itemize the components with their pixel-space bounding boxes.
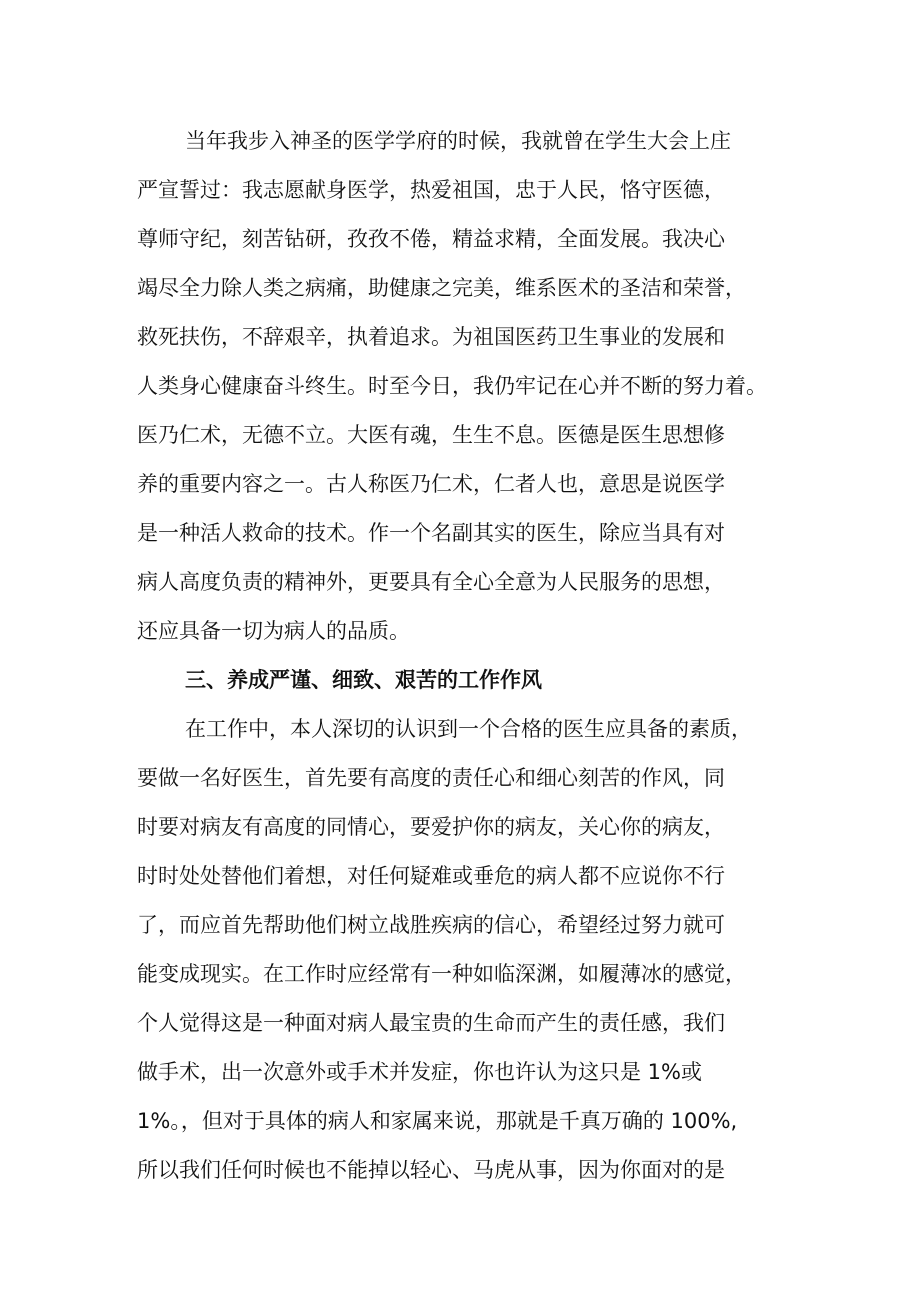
text-line: 还应具备一切为病人的品质。 <box>137 619 410 643</box>
document-body <box>137 117 797 1195</box>
text-line: 是一种活人救命的技术。作一个名副其实的医生，除应当具有对 <box>137 521 725 545</box>
text-line: 尊师守纪，刻苦钻研，孜孜不倦，精益求精，全面发展。我决心 <box>137 227 725 251</box>
text-line: 能变成现实。在工作时应经常有一种如临深渊，如履薄冰的感觉， <box>137 962 746 986</box>
paragraph-2 <box>137 705 797 1195</box>
text-line: 病人高度负责的精神外，更要具有全心全意为人民服务的思想， <box>137 570 725 594</box>
text-line: 当年我步入神圣的医学学府的时候，我就曾在学生大会上庄 <box>185 129 731 153</box>
text-line: 了，而应首先帮助他们树立战胜疾病的信心，希望经过努力就可 <box>137 913 725 937</box>
text-line: 竭尽全力除人类之病痛，助健康之完美，维系医术的圣洁和荣誉， <box>137 276 746 300</box>
text-line: 时时处处替他们着想，对任何疑难或垂危的病人都不应说你不行 <box>137 864 725 888</box>
text-line: 养的重要内容之一。古人称医乃仁术，仁者人也，意思是说医学 <box>137 472 725 496</box>
text-line: 要做一名好医生，首先要有高度的责任心和细心刻苦的作风，同 <box>137 766 725 790</box>
text-line: 个人觉得这是一种面对病人最宝贵的生命而产生的责任感，我们 <box>137 1011 725 1035</box>
text-line: 人类身心健康奋斗终生。时至今日，我仍牢记在心并不断的努力着。 <box>137 374 767 398</box>
text-line: 在工作中，本人深切的认识到一个合格的医生应具备的素质， <box>185 717 752 741</box>
text-line: 严宣誓过：我志愿献身医学，热爱祖国，忠于人民，恪守医德， <box>137 178 725 202</box>
text-line: 医乃仁术，无德不立。大医有魂，生生不息。医德是医生思想修 <box>137 423 725 447</box>
text-line: 时要对病友有高度的同情心，要爱护你的病友，关心你的病友， <box>137 815 725 839</box>
paragraph-1 <box>137 117 797 656</box>
section-heading: 三、养成严谨、细致、艰苦的工作作风 <box>185 668 542 692</box>
text-line: 救死扶伤，不辞艰辛，执着追求。为祖国医药卫生事业的发展和 <box>137 325 725 349</box>
text-line: 1%。，但对于具体的病人和家属来说，那就是千真万确的 100%, <box>137 1109 738 1133</box>
text-line: 做手术，出一次意外或手术并发症，你也许认为这只是 1%或 <box>137 1060 702 1084</box>
text-line: 所以我们任何时候也不能掉以轻心、马虎从事，因为你面对的是 <box>137 1158 725 1182</box>
